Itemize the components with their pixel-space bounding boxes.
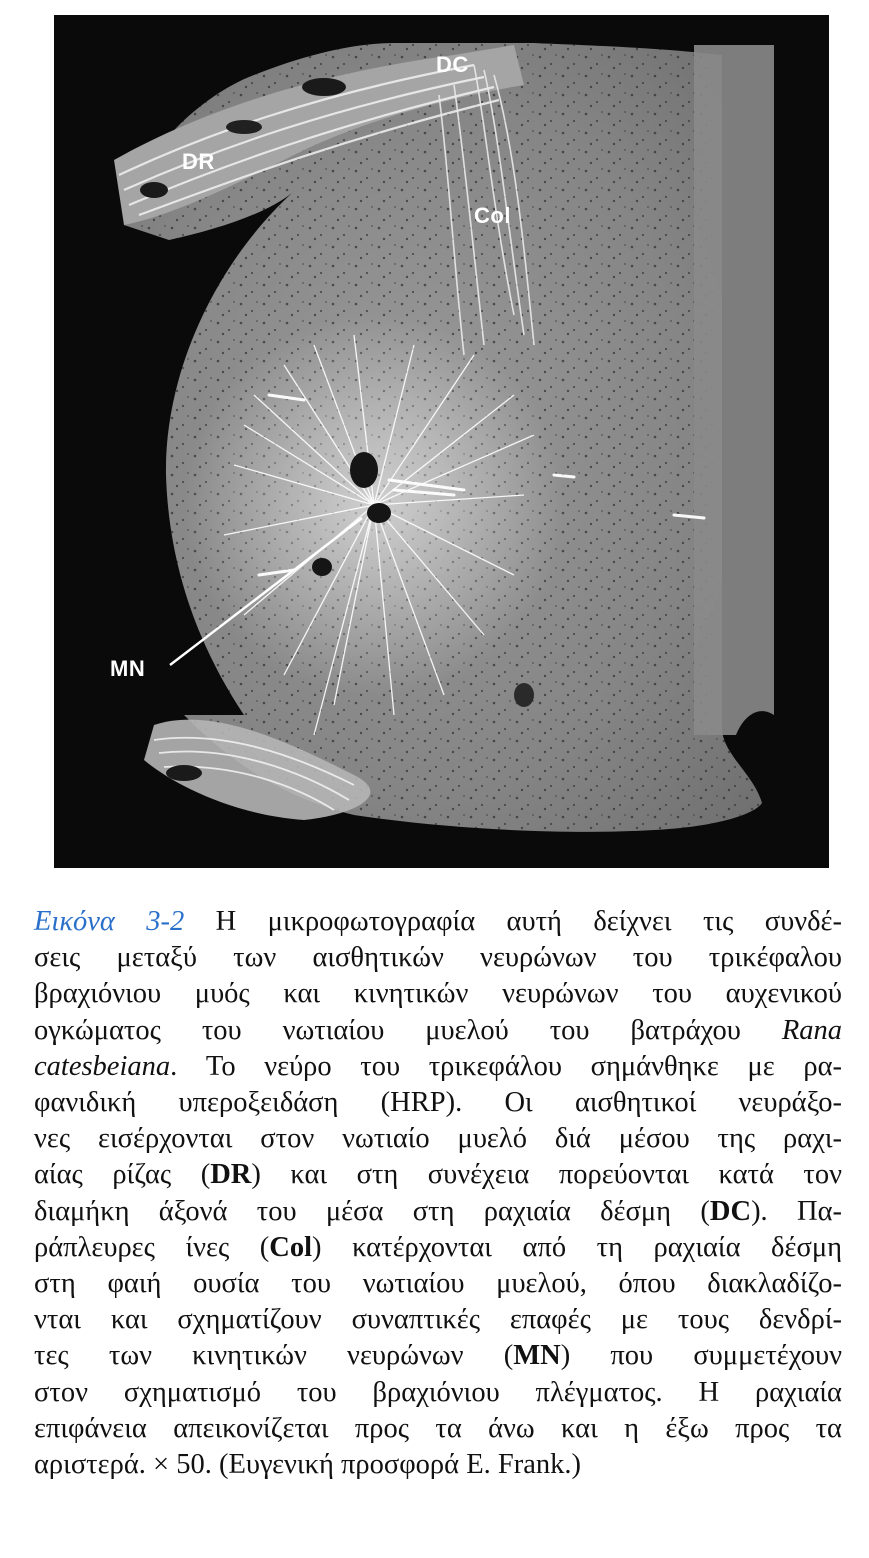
label-dr: DR	[182, 149, 215, 174]
caption-line: νες εισέρχονται στον νωτιαίο μυελό διά μέσου της ραχι-	[34, 1123, 842, 1155]
caption-line: διαμήκη άξονά του μέσα στη ραχιαία δέσμη (DC). Πα-	[34, 1195, 843, 1227]
caption-line: νται και σχηματίζουν συναπτικές επαφές με τους δενδρί-	[34, 1304, 842, 1336]
figure-caption	[34, 904, 842, 1483]
term-mn: MN	[513, 1340, 561, 1372]
species-genus: Rana	[781, 1014, 842, 1046]
caption-line: ράπλευρες ίνες (Col) κατέρχονται από τη ραχιαία δέσμη	[34, 1231, 842, 1263]
micrograph-image	[54, 15, 829, 868]
label-mn: MN	[110, 656, 146, 681]
caption-line: στη φαιή ουσία του νωτιαίου μυελού, όπου διακλαδίζο-	[34, 1268, 842, 1300]
caption-line: catesbeiana. Το νεύρο του τρικεφάλου σημάνθηκε με ρα-	[34, 1050, 842, 1082]
term-col: Col	[269, 1231, 313, 1263]
caption-line: σεις μεταξύ των αισθητικών νευρώνων του τρικέφαλου	[34, 942, 842, 974]
figure-reference: Εικόνα 3-2	[34, 906, 185, 937]
caption-line: αριστερά. × 50. (Ευγενική προσφορά E. Frank.)	[34, 1449, 581, 1481]
caption-line: βραχιόνιου μυός και κινητικών νευρώνων του αυχενικού	[34, 978, 842, 1010]
micrograph-figure	[54, 15, 829, 868]
caption-line: τες των κινητικών νευρώνων (MN) που συμμετέχουν	[34, 1340, 843, 1372]
caption-line: φανιδική υπεροξειδάση (HRP). Οι αισθητικοί νευράξο-	[34, 1087, 842, 1119]
species-epithet: catesbeiana	[34, 1050, 171, 1082]
caption-line: ογκώματος του νωτιαίου μυελού του βατράχου Rana	[34, 1014, 842, 1046]
caption-line: επιφάνεια απεικονίζεται προς τα άνω και η έξω προς τα	[34, 1412, 842, 1444]
caption-line: Εικόνα 3-2 Η μικροφωτογραφία αυτή δείχνει τις συνδέ-	[34, 906, 843, 937]
label-col: Col	[474, 203, 511, 228]
term-dr: DR	[210, 1159, 252, 1191]
term-dc: DC	[709, 1195, 752, 1227]
caption-line: αίας ρίζας (DR) και στη συνέχεια πορεύονται κατά τον	[34, 1159, 842, 1191]
caption-line: στον σχηματισμό του βραχιόνιου πλέγματος. Η ραχιαία	[34, 1376, 842, 1408]
label-dc: DC	[436, 52, 469, 77]
